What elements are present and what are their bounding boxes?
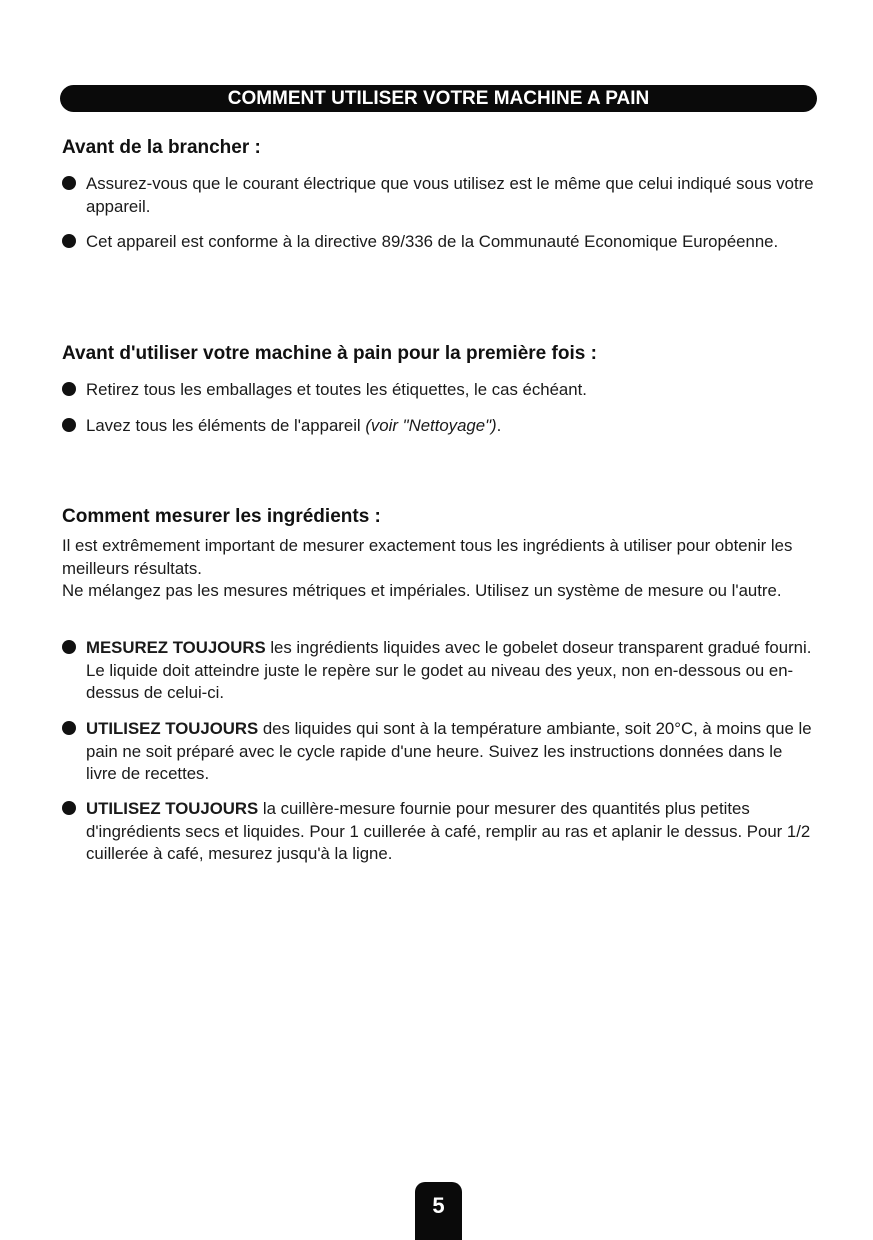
bullet-icon bbox=[62, 801, 76, 815]
bullet-icon bbox=[62, 721, 76, 735]
heading-measuring: Comment mesurer les ingrédients : bbox=[62, 506, 381, 527]
cleaning-reference: (voir "Nettoyage") bbox=[365, 416, 497, 435]
list-item-text: Cet appareil est conforme à la directive 89/336 de la Communauté Economique Européenne. bbox=[86, 232, 779, 251]
list-item bbox=[62, 173, 817, 218]
list-item-text: Assurez-vous que le courant électrique que vous utilisez est le même que celui indiqué sous votre appareil. bbox=[86, 174, 814, 216]
page-number: 5 bbox=[432, 1193, 445, 1218]
list-item-text bbox=[86, 415, 817, 438]
section-title-banner bbox=[60, 85, 817, 112]
list-item bbox=[62, 379, 817, 402]
bullet-icon bbox=[62, 176, 76, 190]
bullet-icon bbox=[62, 418, 76, 432]
heading-before-plugging: Avant de la brancher : bbox=[62, 137, 261, 158]
intro-paragraph: Il est extrêmement important de mesurer exactement tous les ingrédients à utiliser pour obtenir les meilleurs résultats. bbox=[62, 536, 793, 578]
list-item-text bbox=[86, 637, 817, 705]
list-item bbox=[62, 798, 817, 866]
wash-text-end: . bbox=[496, 416, 502, 435]
bullet-icon bbox=[62, 640, 76, 654]
emphasis: UTILISEZ TOUJOURS bbox=[86, 719, 259, 738]
bullet-icon bbox=[62, 234, 76, 248]
list-item bbox=[62, 231, 817, 254]
emphasis: UTILISEZ TOUJOURS bbox=[86, 799, 259, 818]
list-item-text bbox=[86, 798, 817, 866]
intro-paragraph: Ne mélangez pas les mesures métriques et impériales. Utilisez un système de mesure ou l'autre. bbox=[62, 581, 782, 600]
item-body: des liquides qui sont à la température ambiante, soit 20°C, à moins que le pain ne soit préparé avec le cycle rapide d'une heure. Suivez les instructions données dans le livre de recettes. bbox=[86, 719, 812, 783]
page-number-tab bbox=[415, 1182, 462, 1240]
heading-first-use: Avant d'utiliser votre machine à pain pour la première fois : bbox=[62, 343, 597, 364]
list-item bbox=[62, 637, 817, 705]
emphasis: MESUREZ TOUJOURS bbox=[86, 638, 266, 657]
item-body: la cuillère-mesure fournie pour mesurer des quantités plus petites d'ingrédients secs et liquides. Pour 1 cuillerée à café, remplir au ras et aplanir le dessus. Pour 1/2 cuillerée à café, mesurez jusqu'à la ligne. bbox=[86, 799, 811, 863]
list-item bbox=[62, 718, 817, 786]
wash-text: Lavez tous les éléments de l'appareil bbox=[86, 416, 366, 435]
page-title: COMMENT UTILISER VOTRE MACHINE A PAIN bbox=[227, 88, 650, 109]
list-item bbox=[62, 415, 817, 438]
list-item-text: Retirez tous les emballages et toutes les étiquettes, le cas échéant. bbox=[86, 380, 587, 399]
item-body: les ingrédients liquides avec le gobelet doseur transparent gradué fourni. Le liquide doit atteindre juste le repère sur le godet au niveau des yeux, non en-dessous ou en-dessus de celui-ci. bbox=[86, 638, 812, 702]
bullet-icon bbox=[62, 382, 76, 396]
list-item-text bbox=[86, 718, 817, 786]
